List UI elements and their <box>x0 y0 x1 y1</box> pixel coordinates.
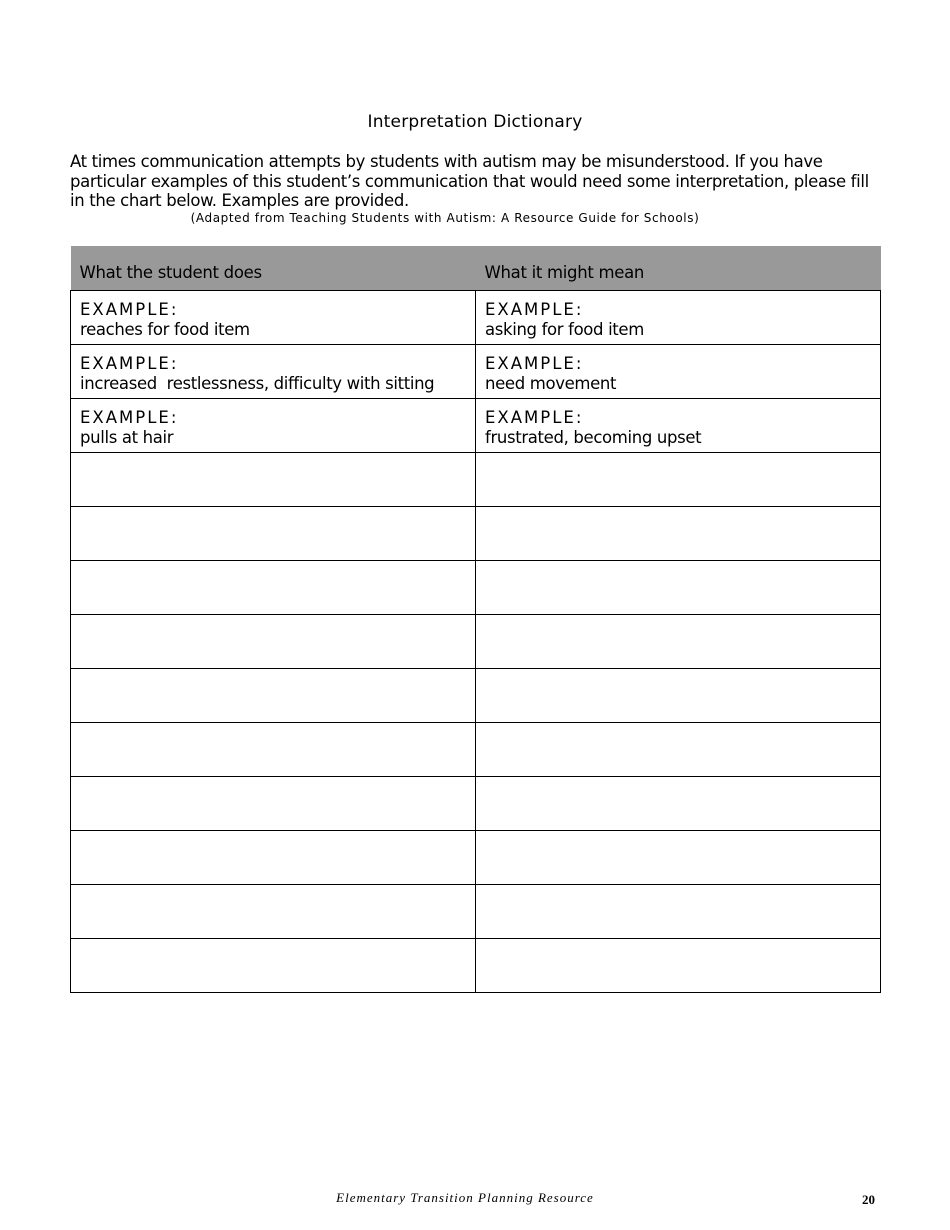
blank-cell[interactable] <box>71 831 476 885</box>
blank-cell[interactable] <box>476 885 881 939</box>
example-meaning: asking for food item <box>485 319 644 339</box>
blank-cell[interactable] <box>71 885 476 939</box>
blank-cell[interactable] <box>476 507 881 561</box>
blank-cell[interactable] <box>476 453 881 507</box>
blank-cell[interactable] <box>476 561 881 615</box>
cell-means[interactable] <box>476 291 881 345</box>
page-number: 20 <box>862 1192 875 1207</box>
blank-cell[interactable] <box>476 939 881 993</box>
table-row-blank <box>71 885 881 939</box>
blank-cell[interactable] <box>71 723 476 777</box>
cell-means[interactable] <box>476 345 881 399</box>
header-what-it-might-mean: What it might mean <box>476 246 881 291</box>
example-label: EXAMPLE: <box>485 300 584 319</box>
blank-cell[interactable] <box>71 669 476 723</box>
blank-cell[interactable] <box>71 453 476 507</box>
blank-cell[interactable] <box>71 615 476 669</box>
example-meaning: frustrated, becoming upset <box>485 427 702 447</box>
interpretation-table <box>70 246 881 993</box>
footer-title: Elementary Transition Planning Resource <box>336 1190 594 1205</box>
table-row-blank <box>71 453 881 507</box>
blank-cell[interactable] <box>476 669 881 723</box>
table-row-blank <box>71 615 881 669</box>
example-label: EXAMPLE: <box>485 354 584 373</box>
blank-cell[interactable] <box>476 723 881 777</box>
table-row-blank <box>71 723 881 777</box>
example-meaning: need movement <box>485 373 617 393</box>
blank-cell[interactable] <box>71 777 476 831</box>
blank-cell[interactable] <box>476 777 881 831</box>
table-row-blank <box>71 939 881 993</box>
table-row-blank <box>71 669 881 723</box>
example-label: EXAMPLE: <box>80 354 179 373</box>
blank-cell[interactable] <box>476 831 881 885</box>
example-label: EXAMPLE: <box>80 408 179 427</box>
table-row-blank <box>71 831 881 885</box>
blank-cell[interactable] <box>71 939 476 993</box>
example-behavior: pulls at hair <box>80 427 174 447</box>
table-row-blank <box>71 561 881 615</box>
blank-cell[interactable] <box>71 561 476 615</box>
table-row-blank <box>71 507 881 561</box>
intro-paragraph: At times communication attempts by students with autism may be misunderstood. If you have particular examples of this student’s communication that would need some interpretation, please fill in the chart below. Examples are provided. <box>70 152 869 210</box>
blank-cell[interactable] <box>476 615 881 669</box>
table-row-example-1 <box>71 291 881 345</box>
example-label: EXAMPLE: <box>80 300 179 319</box>
blank-cell[interactable] <box>71 507 476 561</box>
header-what-student-does: What the student does <box>71 246 476 291</box>
page-title: Interpretation Dictionary <box>367 112 583 132</box>
table-row-example-3 <box>71 399 881 453</box>
example-behavior: reaches for food item <box>80 319 250 339</box>
source-citation: (Adapted from Teaching Students with Autism: A Resource Guide for Schools) <box>190 211 700 225</box>
table-header-row <box>71 246 881 291</box>
cell-does[interactable] <box>71 399 476 453</box>
example-behavior: increased restlessness, difficulty with sitting <box>80 373 435 393</box>
cell-does[interactable] <box>71 345 476 399</box>
example-label: EXAMPLE: <box>485 408 584 427</box>
table-row-example-2 <box>71 345 881 399</box>
cell-does[interactable] <box>71 291 476 345</box>
table-row-blank <box>71 777 881 831</box>
cell-means[interactable] <box>476 399 881 453</box>
